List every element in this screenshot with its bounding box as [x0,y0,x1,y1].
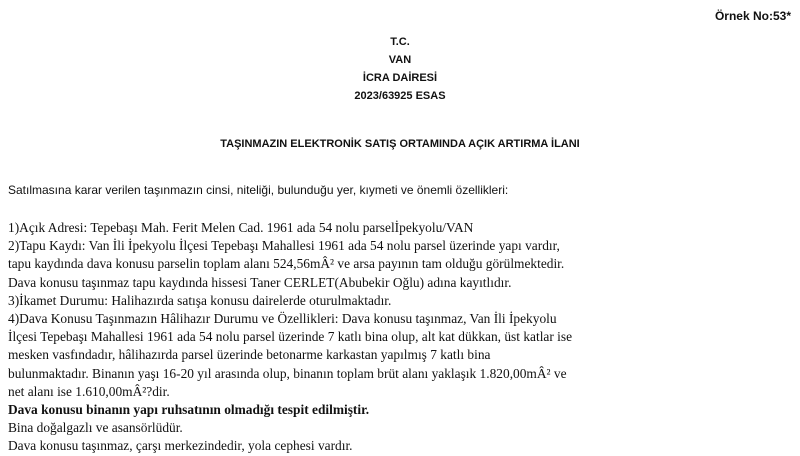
detail-line: 3)İkamet Durumu: Halihazırda satışa konusu dairelerde oturulmaktadır. [8,292,392,308]
detail-line: bulunmaktadır. Binanın yaşı 16-20 yıl arasında olup, binanın toplam brüt alanı yaklaşık 1.820,00mÂ² ve [8,365,567,381]
intro-text: Satılmasına karar verilen taşınmazın cinsi, niteliği, bulunduğu yer, kıymeti ve önemli özellikleri: [8,183,509,197]
detail-line: Dava konusu taşınmaz tapu kaydında hissesi Taner CERLET(Abubekir Oğlu) adına kayıtlıdır. [8,274,512,290]
detail-line: tapu kaydında dava konusu parselin toplam alanı 524,56mÂ² ve arsa payının tam olduğu görülmektedir. [8,256,565,272]
detail-line: Bina doğalgazlı ve asansörlüdür. [8,420,183,436]
detail-line: net alanı ise 1.610,00mÂ²?dir. [8,383,170,399]
header-line-city: VAN [388,54,412,66]
detail-line: 4)Dava Konusu Taşınmazın Hâlihazır Durumu ve Özellikleri: Dava konusu taşınmaz, Van İli İpekyolu [8,311,557,327]
detail-line: İlçesi Tepebaşı Mahallesi 1961 ada 54 nolu parsel üzerinde 7 katlı bina olup, alt kat dükkan, üst katlar ise [8,329,573,345]
property-details [8,219,608,456]
sample-number: Örnek No:53* [714,9,791,23]
document-header [0,33,800,105]
detail-line: 2)Tapu Kaydı: Van İli İpekyolu İlçesi Tepebaşı Mahallesi 1961 ada 54 nolu parsel üzerinde yapı vardır, [8,238,560,254]
header-line-case-number: 2023/63925 ESAS [354,90,446,102]
detail-line: mesken vasfındadır, hâlihazırda parsel üzerinde betonarme karkastan yapılmış 7 katlı bina [8,347,491,363]
header-line-office: İCRA DAİRESİ [362,72,438,84]
announcement-title: TAŞINMAZIN ELEKTRONİK SATIŞ ORTAMINDA AÇIK ARTIRMA İLANI [220,138,580,150]
permit-notice: Dava konusu binanın yapı ruhsatının olmadığı tespit edilmiştir. [8,402,370,418]
header-line-tc: T.C. [390,36,410,48]
detail-line: Dava konusu taşınmaz, çarşı merkezindedir, yola cephesi vardır. [8,438,353,454]
detail-line: 1)Açık Adresi: Tepebaşı Mah. Ferit Melen Cad. 1961 ada 54 nolu parselİpekyolu/VAN [8,220,474,235]
